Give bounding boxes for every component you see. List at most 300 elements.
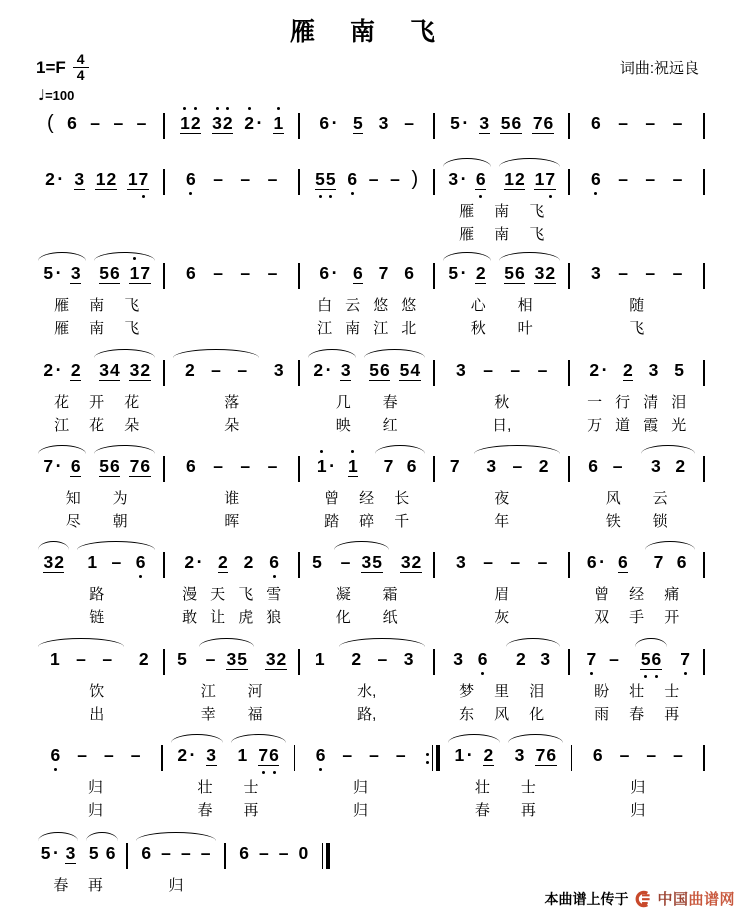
slur-group — [82, 843, 122, 863]
note-token: – — [161, 843, 171, 863]
lyric-text: 手 — [629, 609, 645, 626]
slur-group — [502, 649, 565, 669]
lyric-cell — [300, 682, 433, 702]
lyric-cell — [30, 801, 161, 821]
note-token: 1 — [348, 456, 359, 477]
note-token: 32 — [43, 552, 64, 572]
lyric-cell — [572, 801, 703, 821]
note-token: – — [368, 169, 379, 189]
note-token: 5 · — [40, 843, 59, 863]
lyric-text: 眉 — [494, 586, 510, 603]
lyric-text: 南 — [494, 226, 510, 243]
octave-up-dot — [194, 107, 197, 110]
note-token: – — [77, 745, 87, 765]
lyric-cell — [30, 225, 163, 245]
lyric-cell — [30, 416, 163, 436]
note-token: 2 — [351, 649, 362, 669]
lyric-cell — [440, 801, 571, 821]
bar-spacer — [426, 778, 440, 798]
lyric-cell — [295, 801, 426, 821]
note-token: 2 — [483, 745, 494, 765]
slur-group — [34, 456, 90, 477]
note-token: 6 — [141, 843, 152, 863]
lyrics-row — [30, 416, 705, 436]
note-token: 6 — [185, 456, 196, 476]
lyric-cell — [570, 585, 703, 605]
lyric-text: 飞 — [529, 203, 545, 220]
system-line — [30, 456, 705, 532]
lyric-text: 秋 — [494, 394, 510, 411]
lyric-cell — [435, 682, 568, 702]
barline — [703, 169, 705, 195]
note-token: 6 — [590, 113, 601, 133]
lyric-text: 福 — [247, 706, 263, 723]
lyric-text: 秋 — [470, 320, 486, 337]
lyric-cell — [163, 778, 294, 798]
lyrics-row — [30, 778, 705, 798]
lyric-cell — [435, 296, 568, 316]
note-token: – — [267, 456, 278, 476]
lyric-text: 春 — [629, 706, 645, 723]
lyrics-row — [30, 296, 705, 316]
slur-group — [641, 552, 700, 572]
note-token: – — [612, 456, 623, 476]
lyric-text: 相 — [517, 297, 533, 314]
lyric-text: 春 — [474, 802, 490, 819]
note-token: 6 — [406, 456, 417, 476]
slur-group — [470, 456, 564, 476]
lyric-text: 路 — [89, 586, 105, 603]
slur-group — [90, 360, 159, 381]
octave-down-dot — [590, 672, 593, 675]
bar-spacer — [426, 801, 440, 821]
note-token: 54 — [399, 360, 421, 380]
lyric-cell — [30, 608, 163, 628]
octave-down-dot — [273, 771, 276, 774]
lyric-cell — [165, 489, 298, 509]
measure — [570, 360, 703, 381]
measure — [300, 263, 433, 284]
octave-down-dot — [351, 192, 354, 195]
notes-row — [30, 843, 330, 870]
note-token: – — [646, 745, 657, 765]
note-token: 3 — [590, 263, 601, 283]
measure — [435, 552, 568, 572]
note-token: 6 — [185, 263, 196, 283]
note-token: – — [113, 113, 124, 133]
lyric-text: 让 — [210, 609, 226, 626]
lyric-text: 叶 — [517, 320, 533, 337]
slur-group — [439, 263, 495, 284]
lyric-text: 随 — [629, 297, 645, 314]
note-token: 32 — [265, 649, 287, 669]
lyric-text: 一 — [587, 394, 603, 411]
barline — [703, 552, 705, 578]
lyric-text: 狼 — [266, 609, 282, 626]
note-group — [393, 552, 430, 573]
lyric-text: 长 — [394, 490, 410, 507]
notes-row — [30, 113, 705, 140]
note-group — [574, 552, 641, 573]
lyric-cell — [570, 319, 703, 339]
octave-down-dot — [329, 195, 332, 198]
lyrics-row — [30, 876, 330, 896]
octave-up-dot — [277, 107, 280, 110]
bar-spacer — [703, 202, 705, 222]
note-group — [128, 649, 159, 669]
augmentation-dot: · — [55, 263, 62, 283]
note-token: – — [340, 552, 351, 572]
lyric-cell — [165, 682, 298, 702]
note-group — [230, 843, 318, 863]
note-token: 6 — [70, 456, 81, 476]
lyric-cell — [165, 416, 298, 436]
measure — [570, 263, 703, 283]
augmentation-dot: · — [189, 745, 196, 765]
measure — [128, 843, 224, 863]
note-group — [169, 649, 195, 669]
note-token: 35 — [226, 649, 247, 669]
lyric-text: 尽 — [65, 513, 81, 530]
note-group — [34, 169, 159, 190]
lyric-text: 再 — [520, 802, 536, 819]
note-token: 1 — [273, 113, 284, 134]
note-token: – — [267, 169, 278, 189]
lyric-text: 曾 — [324, 490, 340, 507]
augmentation-dot: · — [460, 169, 467, 189]
note-token: 56 — [504, 263, 525, 283]
lyric-text: 东 — [459, 706, 475, 723]
lyric-text: 盼 — [594, 683, 610, 700]
lyric-cell — [30, 393, 163, 413]
lyric-cell — [30, 705, 163, 725]
lyric-text: 化 — [529, 706, 545, 723]
lyric-text: 水, — [357, 683, 377, 700]
bar-spacer — [703, 801, 705, 821]
augmentation-dot: · — [331, 263, 338, 283]
note-group — [576, 745, 699, 765]
note-token: 35 — [361, 552, 382, 572]
augmentation-dot: · — [55, 456, 62, 476]
note-group — [574, 113, 699, 133]
note-token: – — [200, 843, 211, 863]
note-token: 6 · — [586, 552, 606, 572]
lyric-text: 曾 — [594, 586, 610, 603]
meter-numerator: 4 — [73, 52, 89, 68]
bar-spacer — [703, 489, 705, 509]
note-group — [34, 113, 159, 133]
lyric-text: 饮 — [89, 683, 105, 700]
lyric-cell — [300, 416, 433, 436]
lyrics-row — [30, 393, 705, 413]
measure — [30, 745, 161, 765]
measure — [30, 456, 163, 477]
lyric-cell — [300, 319, 433, 339]
note-token: – — [512, 456, 523, 476]
note-token: 3 — [273, 360, 284, 380]
note-token: 3 — [453, 649, 463, 669]
slur-group — [34, 263, 90, 284]
lyric-cell — [570, 682, 703, 702]
lyric-text: 几 — [335, 394, 351, 411]
note-token: 6 · — [319, 263, 338, 283]
note-token: – — [390, 169, 400, 189]
note-token: – — [213, 169, 223, 189]
augmentation-dot: · — [329, 456, 336, 476]
note-group — [304, 113, 429, 134]
lyric-text: 春 — [197, 802, 213, 819]
note-token: 5 — [674, 360, 684, 380]
slur-group — [637, 456, 700, 476]
note-token: – — [111, 552, 122, 572]
note-token: 7 — [680, 649, 691, 669]
measure — [300, 456, 433, 477]
lyric-text: 虎 — [238, 609, 254, 626]
measure — [295, 745, 426, 765]
note-token: 7 — [449, 456, 460, 476]
note-token: 2 — [218, 552, 228, 572]
lyric-cell — [165, 319, 298, 339]
key-label: 1=F — [36, 57, 66, 77]
note-token: – — [240, 263, 251, 283]
slur-group — [330, 552, 393, 573]
lyric-cell — [163, 801, 294, 821]
note-token: 6 — [618, 552, 628, 572]
lyric-cell — [435, 319, 568, 339]
lyric-text: 霞 — [643, 417, 659, 434]
note-group — [299, 745, 422, 765]
lyric-cell — [300, 705, 433, 725]
lyric-cell — [300, 393, 433, 413]
note-token: 2 — [70, 360, 81, 380]
lyric-text: 北 — [401, 320, 417, 337]
augmentation-dot: · — [331, 113, 338, 133]
lyric-text: 河 — [247, 683, 263, 700]
note-token: 3 — [65, 843, 76, 863]
augmentation-dot: · — [196, 552, 203, 572]
lyric-text: 壮 — [197, 779, 213, 796]
note-group — [439, 456, 470, 476]
note-token: 34 — [99, 360, 120, 380]
lyric-cell — [165, 512, 298, 532]
octave-down-dot — [684, 672, 687, 675]
phrase-paren: ( — [46, 112, 54, 134]
note-token: – — [672, 169, 683, 189]
note-token: 6 — [67, 113, 77, 133]
augmentation-dot: · — [256, 113, 263, 133]
note-token: – — [537, 552, 548, 572]
lyrics-row — [30, 225, 705, 245]
lyric-text: 敢 — [182, 609, 198, 626]
measure — [300, 169, 433, 190]
lyric-cell — [165, 393, 298, 413]
note-token: 12 — [95, 169, 117, 189]
lyric-text: 痛 — [664, 586, 680, 603]
lyric-text: 飞 — [529, 226, 545, 243]
note-group — [304, 552, 330, 572]
note-token: 56 — [369, 360, 390, 380]
note-group — [258, 649, 295, 670]
system-line — [30, 263, 705, 339]
slur-group — [360, 360, 429, 381]
note-token: – — [618, 169, 628, 189]
note-group — [574, 360, 699, 381]
lyric-cell — [30, 319, 163, 339]
augmentation-dot: · — [57, 169, 64, 189]
note-token: 7 · — [43, 456, 62, 476]
note-token: – — [377, 649, 388, 669]
lyric-text: 里 — [494, 683, 510, 700]
note-token: 2 · — [589, 360, 608, 380]
lyric-text: 归 — [87, 779, 103, 796]
lyric-text: 春 — [382, 394, 398, 411]
lyric-cell — [30, 585, 163, 605]
note-token: 6 — [588, 456, 598, 476]
note-token: – — [369, 745, 379, 765]
lyric-text: 经 — [359, 490, 375, 507]
lyric-text: 年 — [494, 513, 510, 530]
note-token: 6 · — [319, 113, 338, 133]
note-group — [304, 169, 429, 190]
octave-up-dot — [133, 257, 136, 260]
measure — [440, 745, 571, 766]
note-token: 5 5 — [315, 169, 336, 190]
barline — [703, 745, 705, 771]
notes-row — [30, 263, 705, 290]
lyric-cell — [435, 393, 568, 413]
note-token: 56 — [500, 113, 522, 133]
note-token: – — [103, 745, 114, 765]
note-token: 5 — [177, 649, 187, 669]
note-token: 6 — [477, 649, 488, 669]
measure — [30, 552, 163, 573]
note-token: – — [483, 552, 493, 572]
note-token: 56 — [99, 263, 120, 283]
note-token: 3 — [514, 745, 525, 765]
augmentation-dot: · — [52, 843, 59, 863]
lyric-cell — [435, 225, 568, 245]
lyric-text: 风 — [605, 490, 621, 507]
lyric-text: 再 — [664, 706, 680, 723]
lyric-cell — [300, 489, 433, 509]
slur-group — [227, 745, 290, 766]
note-token: 3 — [403, 649, 414, 669]
lyric-text: 行 — [615, 394, 631, 411]
lyric-text: 天 — [210, 586, 226, 603]
quzipu-logo-icon — [633, 890, 652, 908]
note-token: – — [237, 360, 248, 380]
lyric-cell — [570, 225, 703, 245]
note-token: 6 — [676, 552, 687, 572]
note-token: 1 7 — [129, 263, 150, 284]
slur-group — [371, 456, 430, 476]
composer-credit: 词曲:祝远良 — [619, 60, 699, 77]
note-token: – — [102, 649, 113, 669]
note-token: 3 — [206, 745, 216, 765]
note-group — [169, 113, 294, 134]
note-token: 6 — [50, 745, 61, 765]
note-token: 32 — [400, 552, 422, 572]
site-name-primary: 中国 — [657, 891, 689, 908]
note-token: 17 — [534, 169, 555, 190]
lyric-text: 日, — [492, 417, 512, 434]
note-token: 6 — [475, 169, 486, 190]
lyric-cell — [435, 202, 568, 222]
lyric-text: 南 — [494, 203, 510, 220]
measure — [435, 456, 568, 476]
lyric-text: 纸 — [382, 609, 398, 626]
lyric-cell — [30, 682, 163, 702]
note-token: 76 — [129, 456, 151, 476]
note-token: 6 — [239, 843, 249, 863]
note-token: 2 — [538, 456, 549, 476]
note-token: 7 — [586, 649, 597, 669]
lyric-text: 悠 — [373, 297, 389, 314]
lyric-cell — [435, 705, 568, 725]
notes-row — [30, 456, 705, 483]
lyric-text: 飞 — [124, 297, 140, 314]
slur-group — [335, 649, 429, 669]
lyric-text: 再 — [243, 802, 259, 819]
octave-down-dot — [549, 195, 552, 198]
lyric-cell — [30, 296, 163, 316]
lyric-text: 花 — [54, 394, 70, 411]
lyric-text: 壮 — [629, 683, 645, 700]
measure — [30, 843, 126, 864]
lyric-text: 士 — [243, 779, 259, 796]
lyric-text: 悠 — [401, 297, 417, 314]
barline — [703, 113, 705, 139]
measure — [165, 456, 298, 476]
notes-row — [30, 649, 705, 676]
note-group — [574, 169, 699, 189]
lyric-text: 雁 — [459, 203, 475, 220]
note-token: 1 2 — [180, 113, 201, 134]
note-token: – — [213, 263, 223, 283]
lyric-text: 春 — [53, 877, 69, 894]
augmentation-dot: · — [325, 360, 332, 380]
measure — [300, 552, 433, 573]
augmentation-dot: · — [601, 360, 608, 380]
octave-down-dot — [319, 195, 322, 198]
lyric-cell — [440, 778, 571, 798]
barline — [703, 263, 705, 289]
octave-down-dot — [481, 672, 484, 675]
note-token: 3 — [378, 113, 389, 133]
lyric-text: 朵 — [124, 417, 140, 434]
lyric-cell — [30, 876, 126, 896]
lyric-cell — [435, 585, 568, 605]
note-token: 3 2 — [212, 113, 233, 134]
measure — [165, 113, 298, 134]
note-group — [574, 649, 631, 669]
note-token: 2 · — [184, 552, 203, 572]
phrase-paren: ) — [411, 168, 419, 190]
note-token: – — [510, 552, 521, 572]
note-token: – — [205, 649, 216, 669]
note-token: – — [395, 745, 406, 765]
lyric-text: 知 — [65, 490, 81, 507]
note-token: 2 · — [45, 169, 64, 189]
system-line — [30, 745, 705, 821]
upload-note: 本曲谱上传于 — [544, 890, 629, 907]
lyric-text: 雪 — [266, 586, 282, 603]
lyrics-row — [30, 512, 705, 532]
note-token: – — [645, 113, 656, 133]
measure — [30, 169, 163, 190]
note-token: 6 — [185, 169, 196, 189]
note-token: 6 — [353, 263, 363, 283]
